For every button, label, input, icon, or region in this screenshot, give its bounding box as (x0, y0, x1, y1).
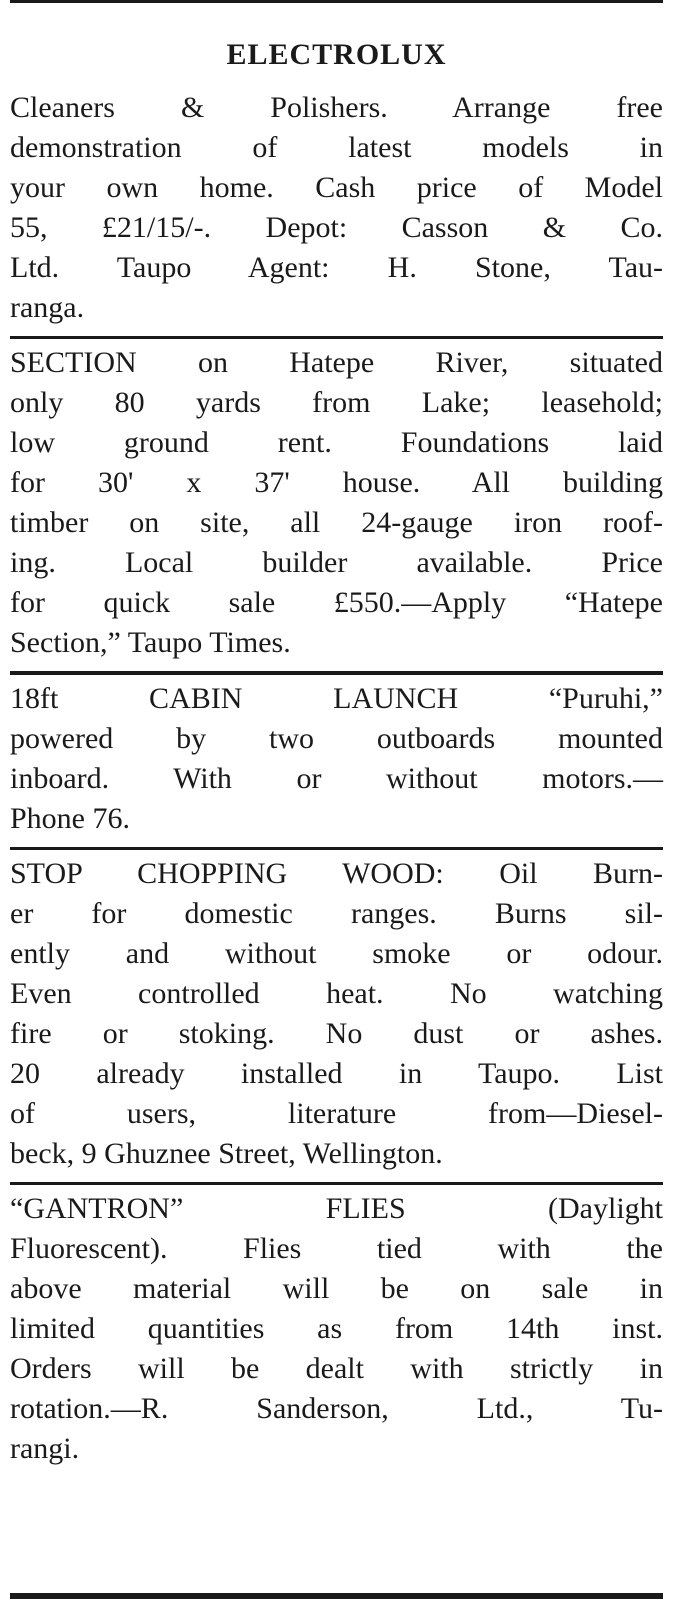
ad-line: for quick sale £550.—Apply “Hatepe (10, 586, 663, 619)
ad-line: beck, 9 Ghuznee Street, Wellington. (10, 1137, 443, 1170)
ad-line: only 80 yards from Lake; leasehold; (10, 386, 663, 419)
column-heading: ELECTROLUX (226, 38, 447, 71)
ad-line: Fluorescent). Flies tied with the (10, 1232, 663, 1265)
ad-line: Phone 76. (10, 802, 130, 835)
ad-electrolux (10, 88, 663, 328)
ad-text (10, 679, 663, 839)
ad-text (10, 88, 663, 328)
ad-line: 55, £21/15/-. Depot: Casson & Co. (10, 211, 663, 244)
ad-line: ing. Local builder available. Price (10, 546, 663, 579)
ad-line: Cleaners & Polishers. Arrange free (10, 91, 663, 124)
ad-line: rotation.—R. Sanderson, Ltd., Tu- (10, 1392, 663, 1425)
ad-line: powered by two outboards mounted (10, 722, 663, 755)
ad-line: for 30' x 37' house. All building (10, 466, 663, 499)
ad-cabin-launch (10, 679, 663, 839)
ad-line: Orders will be dealt with strictly in (10, 1352, 663, 1385)
ad-line: of users, literature from—Diesel- (10, 1097, 663, 1130)
ad-line: above material will be on sale in (10, 1272, 663, 1305)
ad-line: Ltd. Taupo Agent: H. Stone, Tau- (10, 251, 663, 284)
ad-line: rangi. (10, 1432, 80, 1465)
ad-line: inboard. With or without motors.— (10, 762, 663, 795)
ad-line: “GANTRON” FLIES (Daylight (10, 1192, 663, 1225)
ad-line: fire or stoking. No dust or ashes. (10, 1017, 663, 1050)
ad-oil-burner (10, 854, 663, 1174)
ad-line: Even controlled heat. No watching (10, 977, 663, 1010)
ad-text (10, 343, 663, 663)
ad-line: 18ft CABIN LAUNCH “Puruhi,” (10, 682, 663, 715)
ad-line: er for domestic ranges. Burns sil- (10, 897, 663, 930)
ad-line: ranga. (10, 291, 85, 324)
top-rule (10, 0, 663, 3)
ad-line: 20 already installed in Taupo. List (10, 1057, 663, 1090)
separator-rule (10, 336, 663, 339)
ad-gantron-flies (10, 1189, 663, 1469)
separator-rule (10, 1182, 663, 1185)
ad-line: ently and without smoke or odour. (10, 937, 663, 970)
ad-line: demonstration of latest models in (10, 131, 663, 164)
bottom-rule (10, 1593, 663, 1599)
ad-line: limited quantities as from 14th inst. (10, 1312, 663, 1345)
ad-line: STOP CHOPPING WOOD: Oil Burn- (10, 857, 663, 890)
ad-line: low ground rent. Foundations laid (10, 426, 663, 459)
ad-text (10, 854, 663, 1174)
separator-rule (10, 847, 663, 850)
ad-line: your own home. Cash price of Model (10, 171, 663, 204)
separator-rule (10, 671, 663, 675)
ad-line: Section,” Taupo Times. (10, 626, 291, 659)
ad-line: timber on site, all 24-gauge iron roof- (10, 506, 663, 539)
ad-section-hatepe (10, 343, 663, 663)
ad-text (10, 1189, 663, 1469)
ad-line: SECTION on Hatepe River, situated (10, 346, 663, 379)
